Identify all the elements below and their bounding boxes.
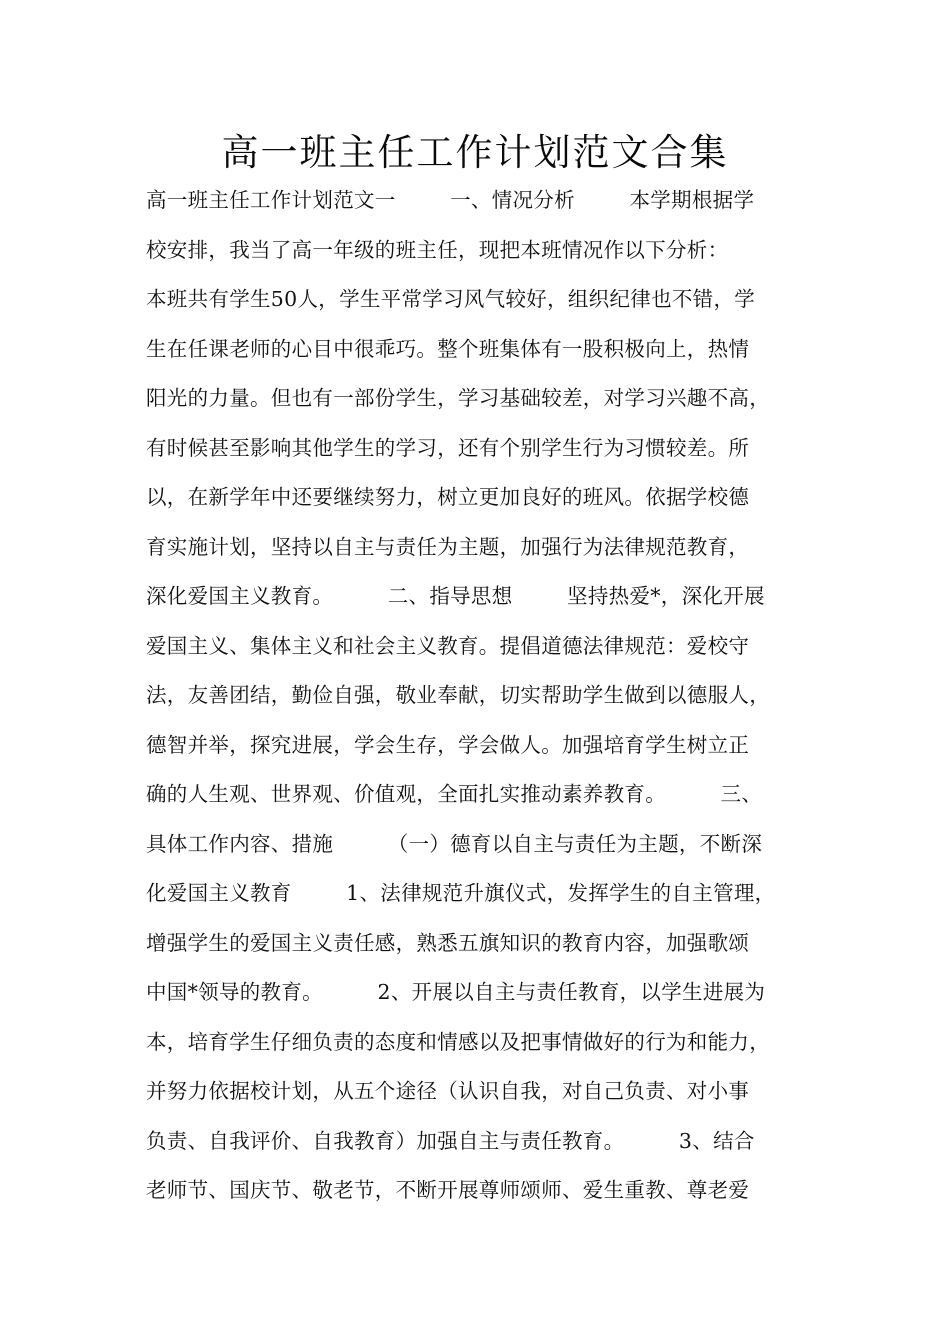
document-title: 高一班主任工作计划范文合集 xyxy=(221,131,729,174)
body-line-11: 法，友善团结，勤俭自强，敬业奉献，切实帮助学生做到以德服人， xyxy=(146,683,770,707)
body-line-1: 高一班主任工作计划范文一 一、情况分析 本学期根据学 xyxy=(146,188,755,212)
body-line-15: 化爱国主义教育 1、法律规范升旗仪式，发挥学生的自主管理， xyxy=(146,881,776,905)
body-line-16: 增强学生的爱国主义责任感，熟悉五旗知识的教育内容，加强歌颂 xyxy=(146,930,750,955)
body-line-18: 本，培育学生仔细负责的态度和情感以及把事情做好的行为和能力， xyxy=(146,1029,770,1054)
body-line-14: 具体工作内容、措施 （一）德育以自主与责任为主题，不断深 xyxy=(146,831,763,856)
body-line-21: 老师节、国庆节、敬老节，不断开展尊师颂师、爱生重教、尊老爱 xyxy=(146,1178,750,1202)
document-body xyxy=(146,176,826,1216)
body-line-20: 负责、自我评价、自我教育）加强自主与责任教育。 3、结合 xyxy=(146,1128,755,1153)
body-line-19: 并努力依据校计划，从五个途径（认识自我，对自己负责、对小事 xyxy=(146,1079,750,1103)
body-line-8: 育实施计划，坚持以自主与责任为主题，加强行为法律规范教育， xyxy=(146,534,750,559)
body-line-13: 确的人生观、世界观、价值观，全面扎实推动素养教育。 三、 xyxy=(146,782,763,806)
body-line-10: 爱国主义、集体主义和社会主义教育。提倡道德法律规范：爱校守 xyxy=(146,633,750,658)
body-line-3: 本班共有学生50人，学生平常学习风气较好，组织纪律也不错，学 xyxy=(146,287,756,311)
body-line-7: 以，在新学年中还要继续努力，树立更加良好的班风。依据学校德 xyxy=(146,485,750,509)
body-line-4: 生在任课老师的心目中很乖巧。整个班集体有一股积极向上，热情 xyxy=(146,336,750,361)
body-line-17: 中国*领导的教育。 2、开展以自主与责任教育，以学生进展为 xyxy=(146,980,766,1004)
body-line-12: 德智并举，探究进展，学会生存，学会做人。加强培育学生树立正 xyxy=(146,732,750,757)
body-line-6: 有时候甚至影响其他学生的学习，还有个别学生行为习惯较差。所 xyxy=(146,435,750,460)
body-line-5: 阳光的力量。但也有一部份学生，学习基础较差，对学习兴趣不高， xyxy=(146,386,770,410)
body-line-9: 深化爱国主义教育。 二、指导思想 坚持热爱*，深化开展 xyxy=(146,584,765,608)
body-line-2: 校安排，我当了高一年级的班主任，现把本班情况作以下分析： xyxy=(146,237,729,262)
